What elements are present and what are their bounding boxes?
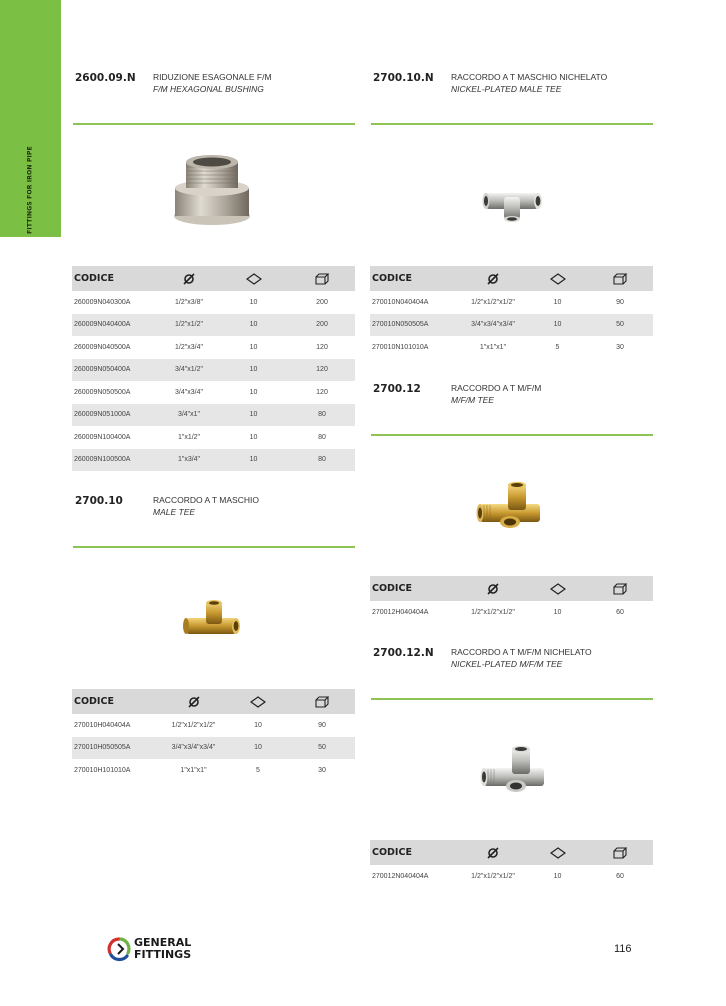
size-cell: 3/4"x3/4"x3/4" [160,737,227,760]
pack-cell: 30 [616,343,624,351]
codice-cell: 270012H040404A [372,608,429,616]
table-header-row [370,266,653,291]
pack-cell: 120 [289,359,355,382]
codice-cell: 270012N040404A [372,872,429,880]
codice-cell: 260009N100500A [72,449,160,472]
brass-male-tee-image [178,598,248,648]
table-row [72,381,355,404]
spec-table-2700-10 [72,689,355,782]
codice-header: CODICE [72,266,160,291]
hex-cell: 10 [249,388,258,396]
table-row [370,291,653,314]
box-header [587,266,653,291]
codice-cell: 270010N040404A [372,298,429,306]
hexagon-wrench-icon [550,583,566,595]
pack-cell: 120 [316,388,328,396]
pack-cell: 200 [316,298,328,306]
product-section-2700-10 [73,495,355,545]
product-code: 2700.10 [75,495,123,507]
box-quantity-icon [613,273,628,285]
product-description-en: F/M HEXAGONAL BUSHING [153,84,264,94]
hex-cell: 10 [249,343,258,351]
wrench-header [218,266,289,291]
box-quantity-icon [613,847,628,859]
section-divider [371,123,653,125]
product-description-it: RACCORDO A T M/F/M NICHELATO [451,647,592,657]
codice-cell: 260009N051000A [72,404,160,427]
size-cell: 3/4"x1/2" [160,359,218,382]
codice-cell: 270010H050505A [72,737,160,760]
logo-mark-icon [106,936,132,962]
codice-header: CODICE [72,689,160,714]
product-section-2700-12 [371,383,653,433]
size-cell: 1/2"x1/2"x1/2" [471,608,515,616]
codice-cell: 260009N100400A [74,433,131,441]
table-row [72,359,355,382]
section-divider [371,698,653,700]
hexagon-wrench-icon [246,273,262,285]
codice-cell: 260009N050400A [72,359,160,382]
product-section-2600-09-n [73,72,355,122]
side-tab-label: FITTINGS FOR IRON PIPE [26,146,34,234]
size-cell: 1/2"x1/2"x1/2" [171,721,216,729]
logo-text-line2: FITTINGS [134,948,192,961]
product-description-en: NICKEL-PLATED M/F/M TEE [451,659,563,669]
table-header-row [72,689,355,714]
logo-text-line1: GENERAL [134,936,192,949]
product-section-2700-10-n [371,72,653,122]
wrench-header [528,266,587,291]
diameter-header [160,689,227,714]
table-row [72,314,355,337]
pack-cell: 90 [616,298,624,306]
diameter-header [160,266,218,291]
size-cell: 1"x1"x1" [180,766,207,774]
hex-cell: 10 [553,608,562,616]
diameter-header [458,840,528,865]
spec-table-2700-12 [370,576,653,624]
table-header-row [370,576,653,601]
section-divider [371,434,653,436]
box-header [289,689,355,714]
spec-table-2600-09-n [72,266,355,471]
codice-cell: 260009N040400A [72,314,160,337]
hex-cell: 5 [256,766,260,774]
spec-table-2700-12-n [370,840,653,888]
hex-cell: 10 [553,298,562,306]
hexagon-wrench-icon [550,847,566,859]
table-row [72,336,355,359]
product-description-en: MALE TEE [153,507,196,517]
size-cell: 1/2"x1/2"x1/2" [471,298,515,306]
pack-cell: 30 [318,766,326,774]
product-description-en: NICKEL-PLATED MALE TEE [451,84,562,94]
diameter-header [458,576,528,601]
hexagon-wrench-icon [550,273,566,285]
codice-cell: 270010H101010A [74,766,131,774]
box-quantity-icon [315,273,330,285]
table-row [72,426,355,449]
hex-cell: 10 [249,433,258,441]
hexagon-wrench-icon [250,696,266,708]
product-code: 2700.12.N [373,647,434,659]
table-row [370,601,653,624]
diameter-header [458,266,528,291]
table-row [72,737,355,760]
spec-table-2700-10-n [370,266,653,359]
wrench-header [227,689,289,714]
product-description-it: RIDUZIONE ESAGONALE F/M [153,72,272,82]
product-code: 2700.12 [373,383,421,395]
pack-cell: 80 [318,433,326,441]
section-divider [73,123,355,125]
pack-cell: 80 [289,449,355,472]
hexagonal-bushing-image [168,150,258,230]
wrench-header [528,840,587,865]
product-section-2700-12-n [371,647,653,697]
hex-cell: 10 [218,314,289,337]
product-code: 2700.10.N [373,72,434,84]
diameter-icon [183,273,195,285]
size-cell: 1/2"x1/2" [160,314,218,337]
box-quantity-icon [315,696,330,708]
brass-mfm-tee-image [472,478,552,538]
nickel-male-tee-image [478,175,548,225]
hex-cell: 10 [218,359,289,382]
section-divider [73,546,355,548]
table-row [72,714,355,737]
codice-header: CODICE [370,266,458,291]
hex-cell: 10 [254,721,262,729]
table-row [72,759,355,782]
size-cell: 1"x1/2" [177,433,201,441]
product-description-en: M/F/M TEE [451,395,494,405]
size-cell: 1"x3/4" [160,449,218,472]
hex-cell: 10 [553,872,562,880]
size-cell: 1/2"x3/8" [175,298,203,306]
product-code: 2600.09.N [75,72,136,84]
table-row [370,336,653,359]
diameter-icon [487,273,499,285]
wrench-header [528,576,587,601]
box-header [289,266,355,291]
table-row [370,314,653,337]
diameter-icon [487,583,499,595]
hex-cell: 10 [218,404,289,427]
codice-cell: 260009N040300A [74,298,131,306]
size-cell: 1/2"x3/4" [175,343,203,351]
box-header [587,840,653,865]
page-number: 116 [614,943,632,955]
codice-header: CODICE [370,576,458,601]
box-header [587,576,653,601]
pack-cell: 60 [616,872,624,880]
general-fittings-logo [106,936,216,964]
pack-cell: 60 [616,608,624,616]
table-header-row [370,840,653,865]
box-quantity-icon [613,583,628,595]
size-cell: 3/4"x3/4"x3/4" [458,314,528,337]
product-description-it: RACCORDO A T MASCHIO [153,495,259,505]
pack-cell: 80 [289,404,355,427]
table-header-row [72,266,355,291]
nickel-mfm-tee-image [476,742,556,802]
table-row [72,291,355,314]
hex-cell: 10 [528,314,587,337]
diameter-icon [188,696,200,708]
codice-cell: 260009N040500A [74,343,131,351]
size-cell: 1/2"x1/2"x1/2" [471,872,515,880]
size-cell: 3/4"x1" [160,404,218,427]
table-row [72,449,355,472]
pack-cell: 120 [316,343,328,351]
diameter-icon [487,847,499,859]
pack-cell: 50 [587,314,653,337]
size-cell: 3/4"x3/4" [175,388,203,396]
size-cell: 1"x1"x1" [479,343,507,351]
pack-cell: 90 [318,721,326,729]
hex-cell: 5 [555,343,560,351]
pack-cell: 200 [289,314,355,337]
table-row [72,404,355,427]
codice-cell: 270010H040404A [74,721,131,729]
codice-header: CODICE [370,840,458,865]
codice-cell: 260009N050500A [74,388,131,396]
codice-cell: 270010N101010A [372,343,429,351]
pack-cell: 50 [289,737,355,760]
product-description-it: RACCORDO A T MASCHIO NICHELATO [451,72,608,82]
hex-cell: 10 [218,449,289,472]
product-description-it: RACCORDO A T M/F/M [451,383,542,393]
table-row [370,865,653,888]
hex-cell: 10 [227,737,289,760]
hex-cell: 10 [249,298,258,306]
codice-cell: 270010N050505A [370,314,458,337]
